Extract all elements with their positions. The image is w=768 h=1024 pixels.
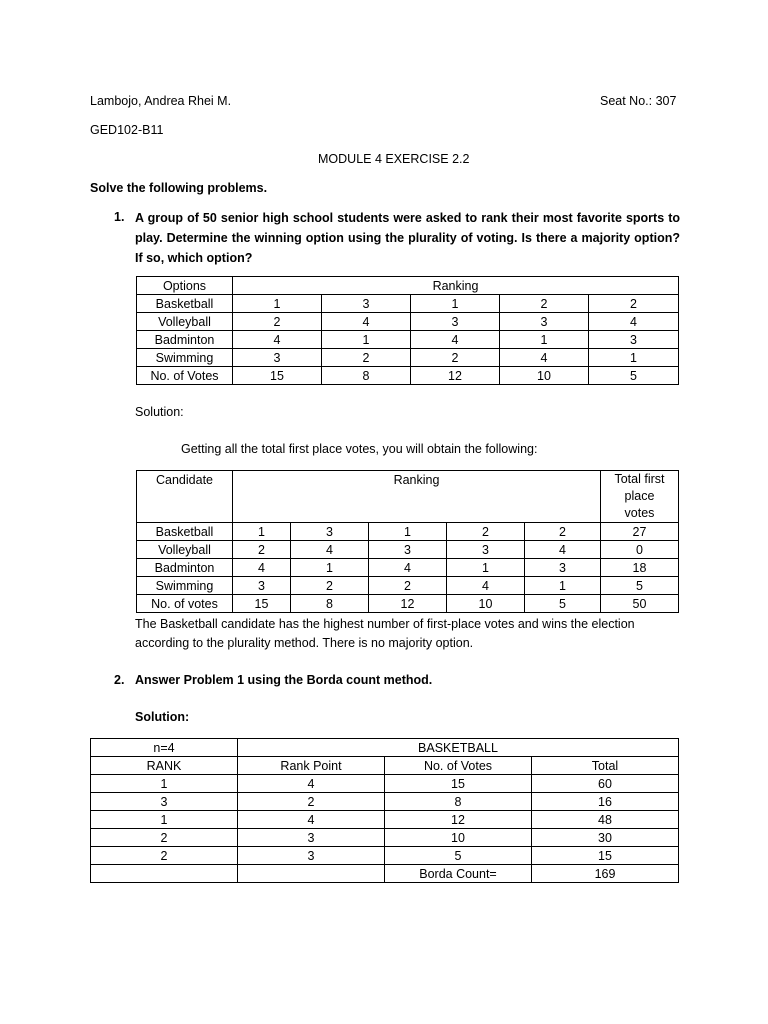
table-cell: 2 bbox=[589, 295, 679, 313]
row-label: Volleyball bbox=[137, 313, 233, 331]
total-cell: 5 bbox=[601, 577, 679, 595]
borda-count-total: 169 bbox=[532, 865, 679, 883]
table-cell: 1 bbox=[525, 577, 601, 595]
table-cell: 4 bbox=[238, 811, 385, 829]
table-row bbox=[91, 811, 679, 829]
table-cell: 2 bbox=[411, 349, 500, 367]
table-cell: 4 bbox=[589, 313, 679, 331]
table-cell: 2 bbox=[369, 577, 447, 595]
row-label: Basketball bbox=[137, 295, 233, 313]
table-cell: 3 bbox=[238, 847, 385, 865]
empty-cell bbox=[238, 865, 385, 883]
table-cell: 60 bbox=[532, 775, 679, 793]
borda-count-table bbox=[90, 738, 679, 883]
table-cell: 4 bbox=[291, 541, 369, 559]
table-row bbox=[91, 775, 679, 793]
table-cell: 12 bbox=[411, 367, 500, 385]
table-cell: 8 bbox=[322, 367, 411, 385]
table-cell: 4 bbox=[233, 559, 291, 577]
table-cell: 15 bbox=[233, 367, 322, 385]
table-cell: 4 bbox=[238, 775, 385, 793]
table-cell: 4 bbox=[322, 313, 411, 331]
table-cell: 1 bbox=[322, 331, 411, 349]
table-row bbox=[137, 595, 679, 613]
table-cell: 30 bbox=[532, 829, 679, 847]
table-cell: 5 bbox=[385, 847, 532, 865]
document-title: MODULE 4 EXERCISE 2.2 bbox=[318, 152, 470, 166]
table-cell: 10 bbox=[385, 829, 532, 847]
n-label: n=4 bbox=[91, 739, 238, 757]
table-row bbox=[137, 277, 679, 295]
table-cell: 1 bbox=[91, 775, 238, 793]
problem-1-text: A group of 50 senior high school students were asked to rank their most favorite sports to play. Determine the winning option using the plurality of voting. Is there a majority option? If so, which option? bbox=[135, 211, 680, 265]
student-name: Lambojo, Andrea Rhei M. bbox=[90, 94, 232, 108]
instructions: Solve the following problems. bbox=[90, 181, 268, 195]
row-label: No. of Votes bbox=[137, 367, 233, 385]
table-cell: 10 bbox=[500, 367, 589, 385]
column-header-total: Total first place votes bbox=[601, 471, 679, 523]
column-header-candidate: Candidate bbox=[137, 471, 233, 523]
table-cell: 4 bbox=[525, 541, 601, 559]
table-cell: 15 bbox=[385, 775, 532, 793]
table-cell: 10 bbox=[447, 595, 525, 613]
table-cell: 4 bbox=[411, 331, 500, 349]
table-row bbox=[137, 471, 679, 523]
solution-intro: Getting all the total first place votes, you will obtain the following: bbox=[181, 442, 538, 456]
table-cell: 1 bbox=[500, 331, 589, 349]
table-cell: 8 bbox=[385, 793, 532, 811]
table-cell: 2 bbox=[233, 313, 322, 331]
row-label: Swimming bbox=[137, 349, 233, 367]
problem-2-text: Answer Problem 1 using the Borda count method. bbox=[135, 673, 433, 687]
table-row bbox=[91, 865, 679, 883]
total-cell: 0 bbox=[601, 541, 679, 559]
total-cell: 18 bbox=[601, 559, 679, 577]
course-code: GED102-B11 bbox=[90, 123, 164, 137]
column-header-ranking: Ranking bbox=[233, 471, 601, 523]
seat-number: Seat No.: 307 bbox=[600, 94, 677, 108]
table-cell: 5 bbox=[525, 595, 601, 613]
table-cell: 1 bbox=[91, 811, 238, 829]
table-cell: 3 bbox=[233, 349, 322, 367]
column-header-total: Total bbox=[532, 757, 679, 775]
row-label: Badminton bbox=[137, 331, 233, 349]
column-header-ranking: Ranking bbox=[233, 277, 679, 295]
table-row bbox=[137, 313, 679, 331]
table-cell: 2 bbox=[525, 523, 601, 541]
table-cell: 4 bbox=[233, 331, 322, 349]
table-row bbox=[137, 577, 679, 595]
empty-cell bbox=[91, 865, 238, 883]
table-cell: 3 bbox=[291, 523, 369, 541]
table-cell: 2 bbox=[500, 295, 589, 313]
table-cell: 8 bbox=[291, 595, 369, 613]
table-cell: 12 bbox=[385, 811, 532, 829]
column-header-votes: No. of Votes bbox=[385, 757, 532, 775]
table-cell: 2 bbox=[233, 541, 291, 559]
total-cell: 50 bbox=[601, 595, 679, 613]
table-cell: 3 bbox=[525, 559, 601, 577]
table-cell: 4 bbox=[369, 559, 447, 577]
row-label: Swimming bbox=[137, 577, 233, 595]
table-cell: 3 bbox=[589, 331, 679, 349]
row-label: Basketball bbox=[137, 523, 233, 541]
row-label: Badminton bbox=[137, 559, 233, 577]
column-header-options: Options bbox=[137, 277, 233, 295]
ranking-table bbox=[136, 276, 679, 385]
table-cell: 2 bbox=[91, 847, 238, 865]
table-row bbox=[137, 367, 679, 385]
table-cell: 2 bbox=[322, 349, 411, 367]
table-cell: 2 bbox=[447, 523, 525, 541]
table-row bbox=[91, 793, 679, 811]
table-cell: 3 bbox=[369, 541, 447, 559]
table-cell: 12 bbox=[369, 595, 447, 613]
total-cell: 27 bbox=[601, 523, 679, 541]
table-cell: 3 bbox=[411, 313, 500, 331]
table-cell: 48 bbox=[532, 811, 679, 829]
column-header-rank-point: Rank Point bbox=[238, 757, 385, 775]
table-cell: 1 bbox=[291, 559, 369, 577]
table-row bbox=[91, 757, 679, 775]
table-row bbox=[91, 829, 679, 847]
table-cell: 1 bbox=[233, 295, 322, 313]
borda-count-label: Borda Count= bbox=[385, 865, 532, 883]
table-cell: 15 bbox=[532, 847, 679, 865]
table-cell: 3 bbox=[238, 829, 385, 847]
table-row bbox=[91, 739, 679, 757]
row-label: Volleyball bbox=[137, 541, 233, 559]
table-cell: 2 bbox=[238, 793, 385, 811]
table-cell: 2 bbox=[91, 829, 238, 847]
table-row bbox=[137, 349, 679, 367]
table-cell: 1 bbox=[233, 523, 291, 541]
table-cell: 3 bbox=[500, 313, 589, 331]
solution-label-2: Solution: bbox=[135, 710, 190, 724]
table-row bbox=[137, 295, 679, 313]
table-row bbox=[137, 559, 679, 577]
first-place-votes-table bbox=[136, 470, 679, 613]
table-cell: 3 bbox=[233, 577, 291, 595]
table-row bbox=[137, 523, 679, 541]
candidate-header: BASKETBALL bbox=[238, 739, 679, 757]
table-cell: 3 bbox=[91, 793, 238, 811]
table-cell: 1 bbox=[411, 295, 500, 313]
table-cell: 16 bbox=[532, 793, 679, 811]
row-label: No. of votes bbox=[137, 595, 233, 613]
table-cell: 1 bbox=[589, 349, 679, 367]
solution-label-1: Solution: bbox=[135, 405, 184, 419]
problem-1-number: 1. bbox=[114, 210, 125, 224]
table-cell: 2 bbox=[291, 577, 369, 595]
table-cell: 4 bbox=[447, 577, 525, 595]
table-row bbox=[137, 331, 679, 349]
table-cell: 1 bbox=[369, 523, 447, 541]
table-cell: 1 bbox=[447, 559, 525, 577]
column-header-rank: RANK bbox=[91, 757, 238, 775]
table-cell: 4 bbox=[500, 349, 589, 367]
conclusion-paragraph: The Basketball candidate has the highest number of first-place votes and wins the election according to the plurality method. There is no majority option. bbox=[135, 617, 635, 650]
table-cell: 3 bbox=[447, 541, 525, 559]
table-cell: 3 bbox=[322, 295, 411, 313]
table-row bbox=[137, 541, 679, 559]
problem-2-number: 2. bbox=[114, 673, 125, 687]
table-cell: 5 bbox=[589, 367, 679, 385]
table-cell: 15 bbox=[233, 595, 291, 613]
table-row bbox=[91, 847, 679, 865]
